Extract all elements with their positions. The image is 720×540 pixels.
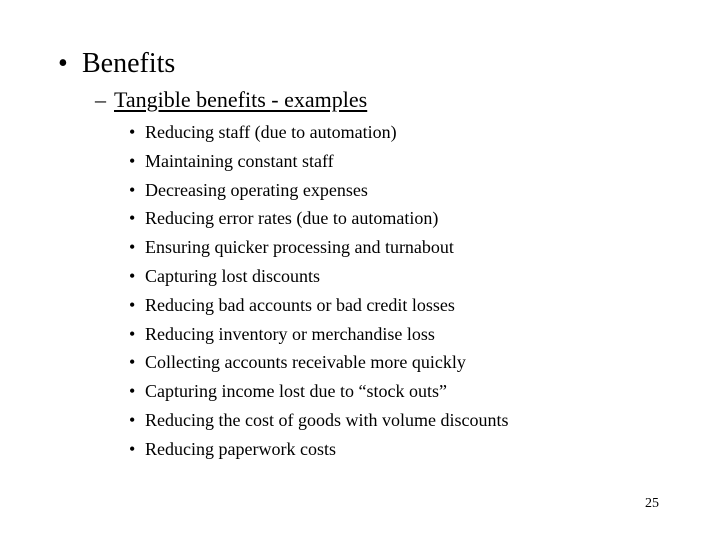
- benefit-examples-list: [129, 118, 508, 464]
- list-bullet: •: [129, 438, 136, 459]
- list-item-text: Reducing bad accounts or bad credit losses: [145, 294, 455, 315]
- list-item: [129, 291, 508, 320]
- list-item-text: Ensuring quicker processing and turnabout: [145, 237, 454, 258]
- subheading-text: Tangible benefits - examples: [114, 87, 368, 112]
- list-bullet: •: [129, 179, 136, 200]
- list-item: [129, 176, 508, 205]
- list-bullet: •: [129, 352, 136, 373]
- list-item: [129, 348, 508, 377]
- list-item: [129, 435, 508, 464]
- list-item-text: Collecting accounts receivable more quickly: [145, 352, 466, 373]
- list-item: [129, 233, 508, 262]
- list-bullet: •: [129, 150, 136, 171]
- list-bullet: •: [129, 237, 136, 258]
- list-item: [129, 118, 508, 147]
- heading-text: Benefits: [82, 48, 176, 79]
- list-item: [129, 377, 508, 406]
- list-item-text: Capturing income lost due to “stock outs”: [145, 381, 447, 402]
- list-item: [129, 320, 508, 349]
- list-item-text: Reducing inventory or merchandise loss: [145, 323, 435, 344]
- heading-benefits: [58, 47, 175, 81]
- list-bullet: •: [129, 409, 136, 430]
- list-bullet: •: [129, 208, 136, 229]
- list-item: [129, 147, 508, 176]
- list-item: [129, 204, 508, 233]
- list-item: [129, 406, 508, 435]
- subheading-dash: –: [95, 87, 106, 112]
- list-bullet: •: [129, 381, 136, 402]
- subheading-tangible-benefits: [95, 86, 367, 114]
- page-number: 25: [645, 496, 659, 511]
- list-item-text: Reducing paperwork costs: [145, 438, 336, 459]
- list-item-text: Reducing staff (due to automation): [145, 122, 397, 142]
- list-bullet: •: [129, 122, 136, 142]
- list-item-text: Reducing the cost of goods with volume discounts: [145, 409, 509, 430]
- list-item: [129, 262, 508, 291]
- list-bullet: •: [129, 265, 136, 286]
- heading-bullet: •: [58, 48, 68, 79]
- list-item-text: Capturing lost discounts: [145, 265, 320, 286]
- list-item-text: Maintaining constant staff: [145, 150, 334, 171]
- list-bullet: •: [129, 294, 136, 315]
- list-item-text: Decreasing operating expenses: [145, 179, 368, 200]
- list-item-text: Reducing error rates (due to automation): [145, 208, 439, 229]
- list-bullet: •: [129, 323, 136, 344]
